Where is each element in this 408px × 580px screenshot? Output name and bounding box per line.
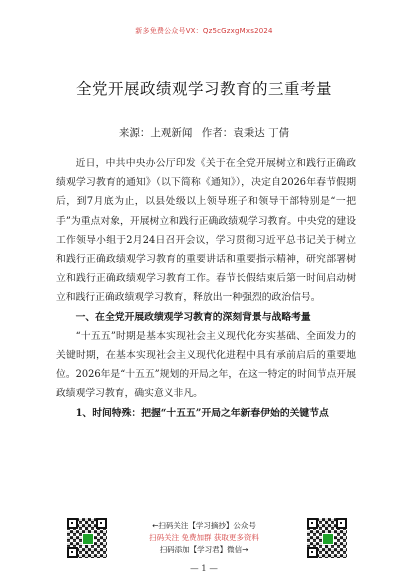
paragraph: “十五五”时期是基本实现社会主义现代化夯实基础、全面发力的关键时期，在基本实现社会主义现代化进程中具有承前启后的重要地位。2026年是“十五五”规划的开局之年，在这一特定的时间节点开展政绩观学习教育，确实意义非凡。 xyxy=(56,330,356,400)
qr-code-right-icon xyxy=(307,518,347,558)
author-label: 作者：袁秉达 丁倩 xyxy=(201,127,290,139)
promo-line-free: 扫码关注 免费加群 获取更多资料 xyxy=(149,533,259,542)
page-number: — 1 — xyxy=(190,564,218,574)
byline xyxy=(0,125,408,140)
article-body xyxy=(56,154,356,423)
subsection-heading: 1、时间特殊：把握“十五五”开局之年新春伊始的关键节点 xyxy=(75,407,329,419)
promo-line-follow: ←扫码关注【学习摘抄】公众号 xyxy=(152,521,256,530)
header-note: 新多免费公众号VX：Qz5cGzxgMxs2024 xyxy=(135,27,273,35)
paragraph: 近日，中共中央办公厅印发《关于在全党开展树立和践行正确政绩观学习教育的通知》（以下简称《通知》），决定自2026年春节假期后，到7月底为止，以县处级以上领导班子和领导干部特别是“一把手”为重点对象，开展树立和践行正确政绩观学习教育。中央党的建设工作领导小组于2月24日召开会议，学习贯彻习近平总书记关于树立和践行正确政绩观学习教育的重要讲话和重要指示精神，研究部署树立和践行正确政绩观学习教育工作。春节长假结束后第一时间启动树立和践行正确政绩观学习教育，释放出一种强烈的政治信号。 xyxy=(56,158,356,304)
section-heading: 一、在全党开展政绩观学习教育的深刻背景与战略考量 xyxy=(75,311,311,323)
promo-line-add: 扫码添加【学习君】微信→ xyxy=(159,545,249,554)
source-label: 来源：上观新闻 xyxy=(118,127,193,139)
article-title: 全党开展政绩观学习教育的三重考量 xyxy=(75,80,332,98)
